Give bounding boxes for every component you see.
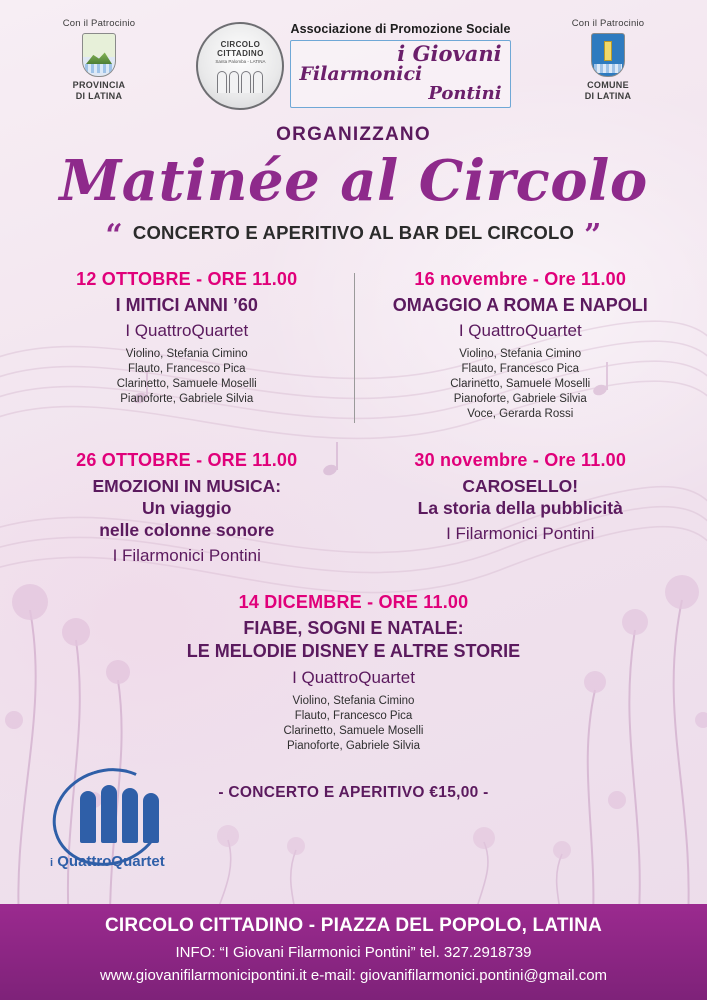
quattroquartet-logo-text: [50, 853, 165, 870]
event-2-member: Flauto, Francesco Pica: [461, 363, 580, 375]
event-1-member: Pianoforte, Gabriele Silvia: [120, 393, 254, 405]
association-title: Associazione di Promozione Sociale: [290, 22, 511, 36]
circolo-cittadino-logo: [196, 22, 284, 110]
event-3-ensemble: I Filarmonici Pontini: [112, 546, 261, 565]
patronage-left: [34, 18, 164, 102]
event-5-member: Violino, Stefania Cimino: [292, 695, 415, 707]
event-2-member: Clarinetto, Samuele Moselli: [450, 378, 591, 390]
giovani-filarmonici-logo: [290, 40, 510, 108]
event-1-member: Clarinetto, Samuele Moselli: [116, 378, 257, 390]
quattroquartet-logo-name: QuattroQuartet: [57, 853, 165, 870]
event-3-title-line2: Un viaggio: [142, 498, 232, 518]
event-1-member: Violino, Stefania Cimino: [125, 348, 248, 360]
arches-icon: [211, 67, 269, 93]
quote-open-icon: “: [105, 218, 123, 253]
page-title: Matinée al Circolo: [59, 148, 648, 214]
event-2-member: Voce, Gerarda Rossi: [467, 408, 574, 420]
event-5-title-line2: LE MELODIE DISNEY E ALTRE STORIE: [186, 641, 521, 661]
event-5-date: 14 DICEMBRE - ORE 11.00: [238, 592, 469, 612]
patronage-right-name1: COMUNE: [587, 80, 629, 90]
event-2-members: [362, 347, 680, 422]
footer-info: INFO: “I Giovani Filarmonici Pontini” tel. 327.2918739: [175, 944, 532, 961]
events-row-1: [20, 269, 687, 422]
footer: [0, 904, 707, 1000]
patronage-right-name2: DI LATINA: [584, 91, 632, 101]
giovani-logo-line3: Pontini: [428, 83, 502, 104]
center-logos: [196, 18, 510, 110]
event-3-date: 26 OTTOBRE - ORE 11.00: [76, 450, 298, 470]
event-card-3: [20, 450, 354, 566]
event-5-member: Flauto, Francesco Pica: [294, 710, 413, 722]
patronage-right: [543, 18, 673, 102]
quattroquartet-logo-prefix: i: [50, 857, 54, 869]
event-2-ensemble: I QuattroQuartet: [458, 321, 582, 340]
event-1-member: Flauto, Francesco Pica: [127, 363, 246, 375]
quote-close-icon: ”: [584, 218, 602, 253]
event-4-ensemble: I Filarmonici Pontini: [446, 524, 595, 543]
event-5-member: Pianoforte, Gabriele Silvia: [287, 740, 420, 752]
patronage-right-caption: Con il Patrocinio: [571, 18, 645, 29]
event-5-ensemble: I QuattroQuartet: [292, 668, 415, 687]
subtitle: [0, 218, 707, 253]
organizzano-label: ORGANIZZANO: [276, 124, 431, 145]
footer-contact[interactable]: www.giovanifilarmonicipontini.it e-mail: giovanifilarmonici.pontini@gmail.com: [99, 967, 608, 984]
events-row-2: [20, 450, 687, 566]
column-divider: [354, 273, 355, 423]
event-card-1: [20, 269, 354, 422]
event-2-member: Violino, Stefania Cimino: [459, 348, 582, 360]
association-block: [290, 22, 510, 108]
event-3-title-line3: nelle colonne sonore: [99, 520, 275, 540]
quattroquartet-logo: [42, 767, 192, 872]
event-4-title-line1: CAROSELLO!: [462, 476, 579, 496]
event-card-4: [354, 450, 688, 566]
event-1-title: I MITICI ANNI ’60: [115, 295, 258, 315]
circolo-logo-line1: CIRCOLO: [220, 39, 261, 49]
event-card-2: [354, 269, 688, 422]
provincia-crest-icon: [82, 33, 116, 77]
event-2-member: Pianoforte, Gabriele Silvia: [453, 393, 587, 405]
event-2-title: OMAGGIO A ROMA E NAPOLI: [392, 295, 648, 315]
event-5-member: Clarinetto, Samuele Moselli: [283, 725, 424, 737]
giovani-logo-line2: Filarmonici: [299, 63, 423, 85]
price-line: - CONCERTO E APERITIVO €15,00 -: [218, 784, 489, 801]
giovani-logo-line1: i Giovani: [397, 41, 502, 66]
event-5-title-line1: FIABE, SOGNI E NATALE:: [243, 618, 464, 638]
footer-venue: CIRCOLO CITTADINO - PIAZZA DEL POPOLO, LATINA: [105, 915, 602, 936]
event-2-date: 16 novembre - Ore 11.00: [414, 269, 627, 289]
events-section: [0, 269, 707, 802]
event-4-date: 30 novembre - Ore 11.00: [414, 450, 627, 470]
circolo-logo-line3: Santa Palomba - LATINA: [215, 58, 266, 64]
event-card-5: [20, 592, 687, 754]
patronage-left-caption: Con il Patrocinio: [62, 18, 136, 29]
event-1-members: [28, 347, 346, 407]
patronage-left-name1: PROVINCIA: [72, 80, 126, 90]
event-5-members: [20, 694, 687, 754]
event-1-date: 12 OTTOBRE - ORE 11.00: [76, 269, 298, 289]
circolo-logo-line2: CITTADINO: [217, 48, 264, 58]
musician-figures-icon: [80, 785, 159, 843]
comune-crest-icon: [591, 33, 625, 77]
subtitle-text: CONCERTO E APERITIVO AL BAR DEL CIRCOLO: [132, 222, 575, 243]
event-1-ensemble: I QuattroQuartet: [125, 321, 249, 340]
header-logos: [0, 0, 707, 110]
patronage-left-name2: DI LATINA: [75, 91, 123, 101]
event-3-title-line1: EMOZIONI IN MUSICA:: [92, 476, 282, 496]
event-4-title-line2: La storia della pubblicità: [417, 498, 623, 518]
